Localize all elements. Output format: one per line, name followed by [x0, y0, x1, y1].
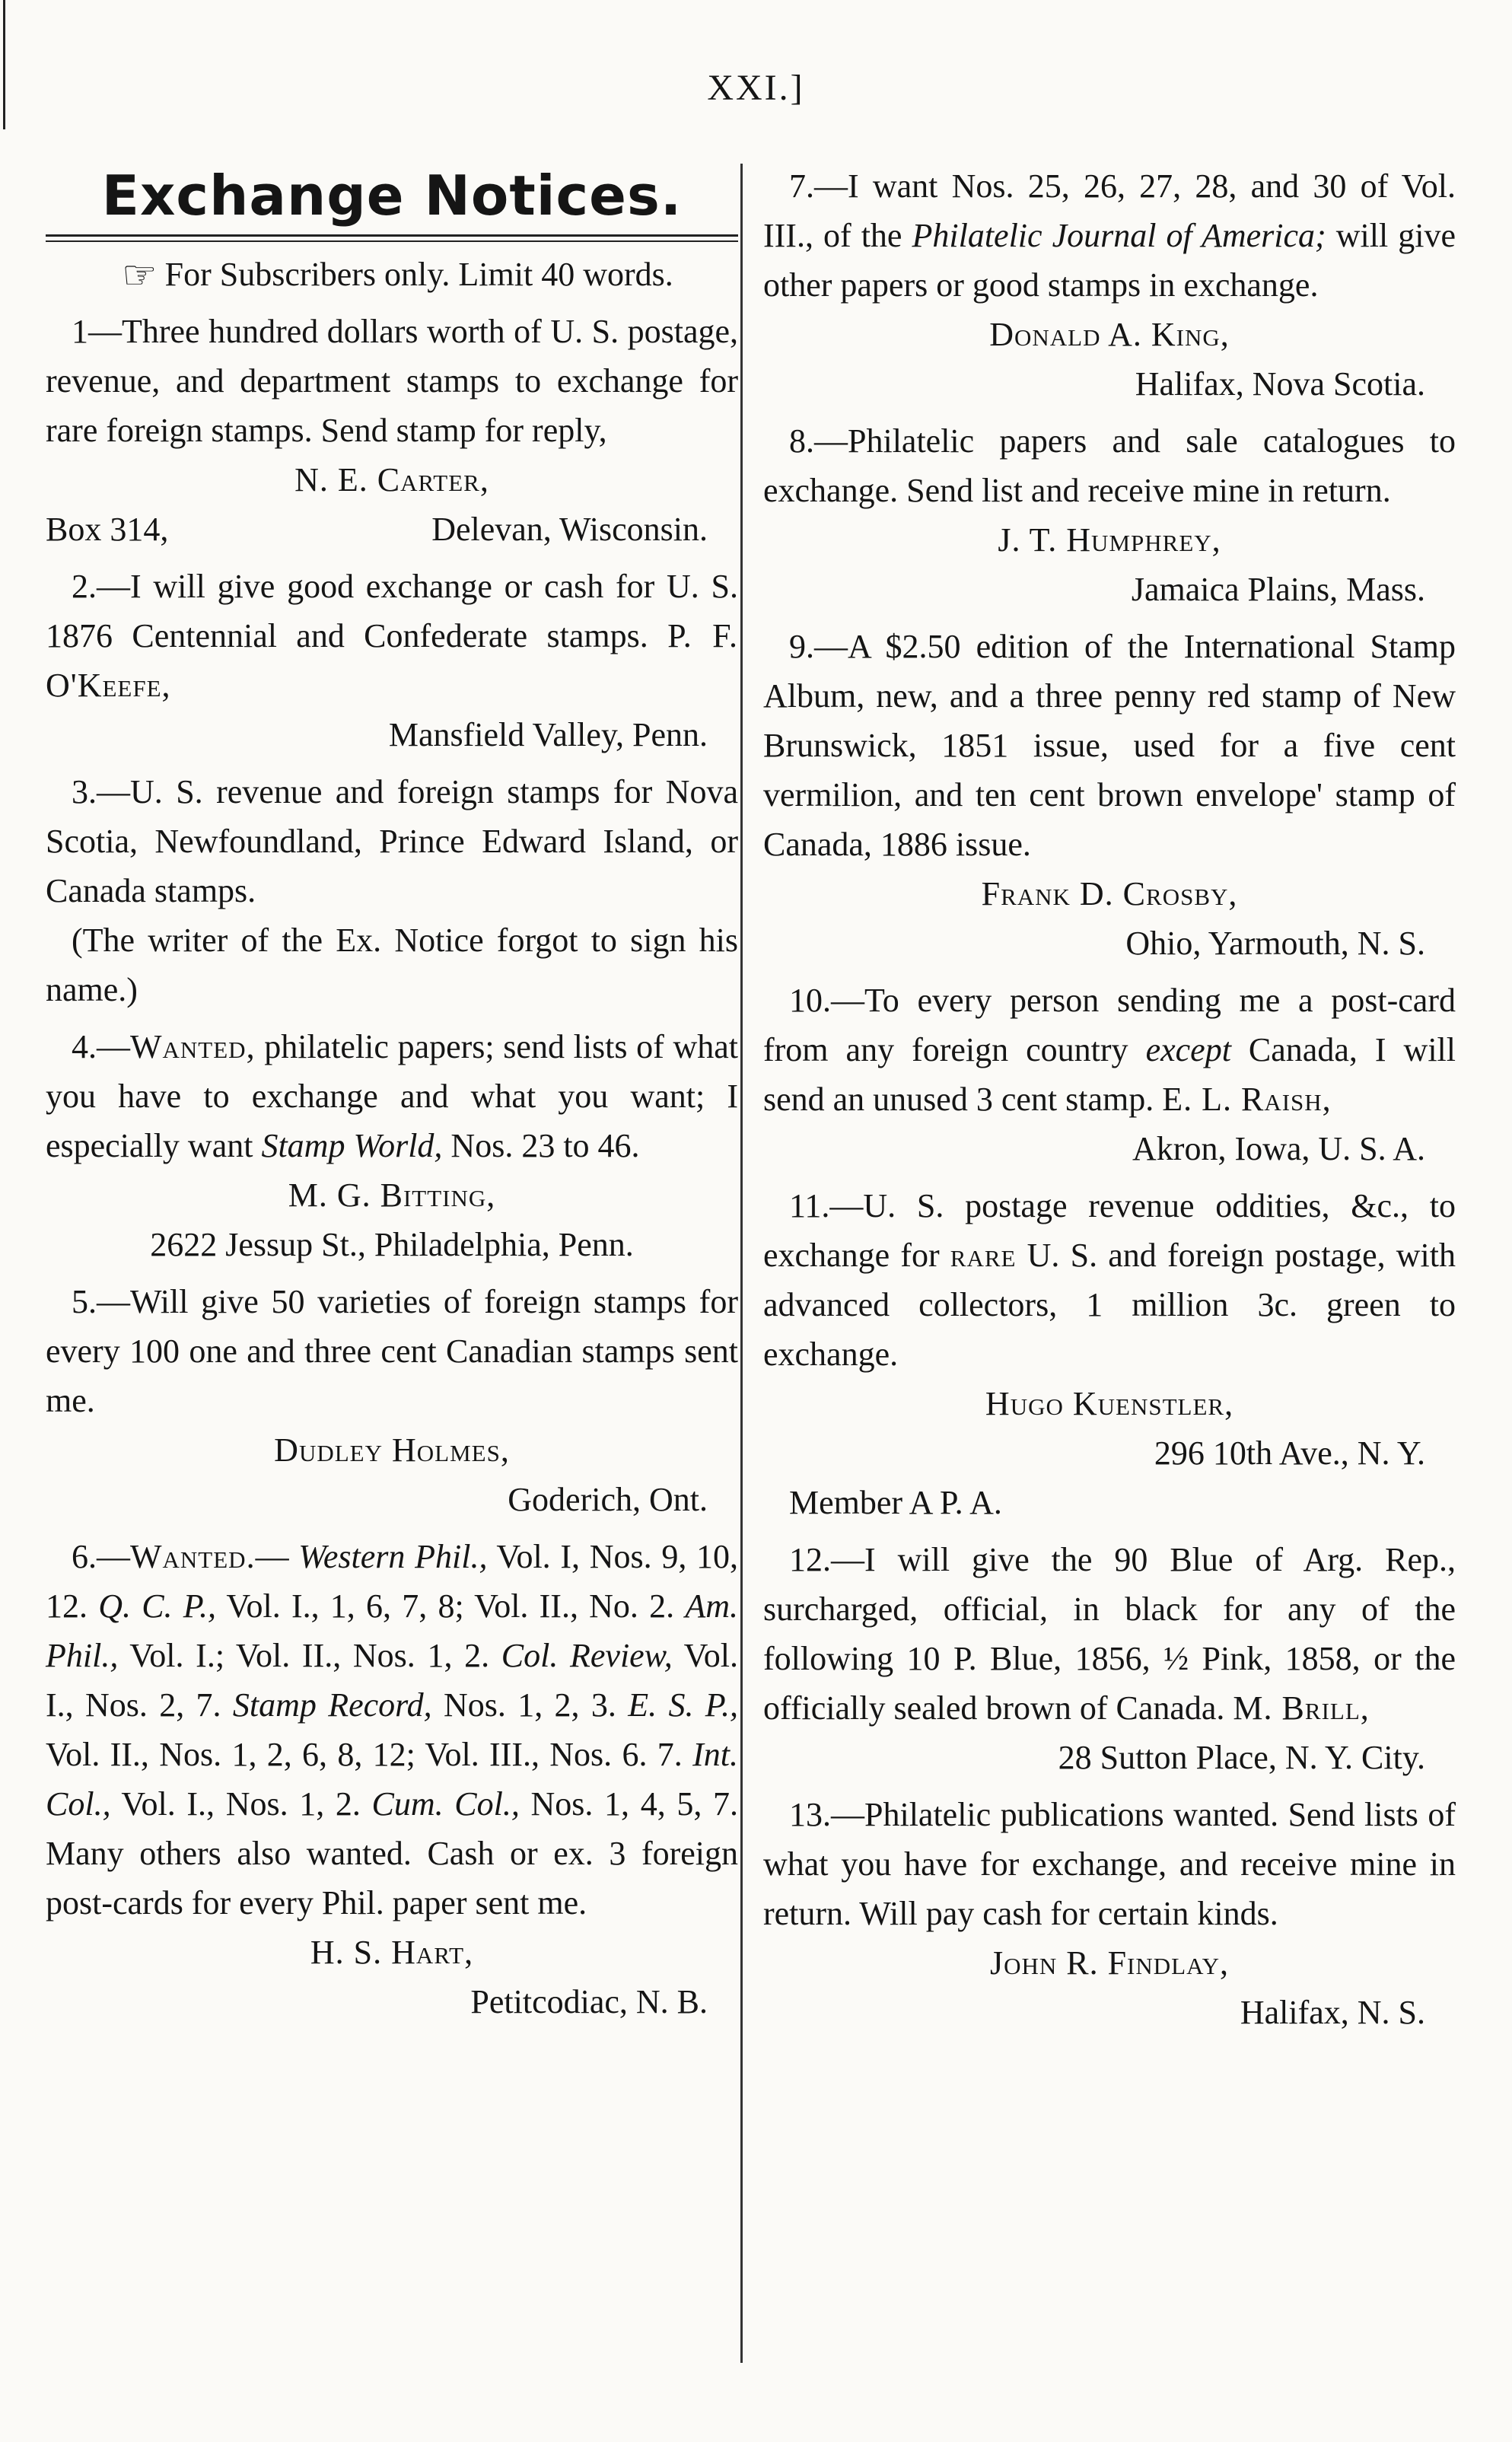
notice-13	[763, 1790, 1456, 2037]
notice-6	[46, 1532, 738, 2027]
column-divider	[740, 164, 743, 2363]
notice-10	[763, 976, 1456, 1173]
notice-signature-name: J. T. Humphrey,	[998, 521, 1221, 559]
notice-signature-address: 28 Sutton Place, N. Y. City.	[1058, 1739, 1425, 1776]
notice-text: 1—Three hundred dollars worth of U. S. postage, revenue, and department stamps to exchange for rare foreign stamps. Send stamp for reply,	[46, 313, 738, 449]
pointing-hand-icon: ☞	[122, 254, 158, 298]
notice-5	[46, 1277, 738, 1524]
notice-11	[763, 1181, 1456, 1527]
notice-2	[46, 562, 738, 759]
notice-text: 9.—A $2.50 edition of the International Stamp Album, new, and a three penny red stamp of New Brunswick, 1851 issue, used for a five cent vermilion, and ten cent brown envelope' stamp of Canada, 1886 issue.	[763, 628, 1456, 863]
notice-signature-address: Akron, Iowa, U. S. A.	[1132, 1130, 1425, 1167]
notice-signature-name: M. G. Bitting,	[288, 1176, 496, 1214]
notice-signature-address: Petitcodiac, N. B.	[470, 1983, 708, 2020]
notice-signature-address: Jamaica Plains, Mass.	[1131, 571, 1425, 608]
notice-4	[46, 1022, 738, 1269]
notice-signature-address: Ohio, Yarmouth, N. S.	[1125, 925, 1425, 962]
notice-text: 10.—To every person sending me a post-card from any foreign country except Canada, I will send an unused 3 cent stamp. E. L. Raish,	[763, 982, 1456, 1118]
notice-editor-note: (The writer of the Ex. Notice forgot to sign his name.)	[46, 922, 738, 1008]
notice-signature-name: Donald A. King,	[989, 316, 1230, 353]
notice-signature-name: H. S. Hart,	[310, 1934, 474, 1971]
notice-signature-name: Dudley Holmes,	[274, 1431, 510, 1469]
notice-7	[763, 161, 1456, 409]
page-number: XXI.]	[707, 68, 805, 108]
title-rule	[46, 234, 738, 242]
notice-text: 8.—Philatelic papers and sale catalogues to exchange. Send list and receive mine in return.	[763, 422, 1456, 509]
notice-signature-name: E. L. Raish,	[1162, 1081, 1332, 1118]
notice-signature-name: M. Brill,	[1233, 1689, 1370, 1727]
section-title: Exchange Notices.	[101, 164, 683, 228]
notice-membership: Member A P. A.	[789, 1484, 1002, 1521]
notice-signature-name: John R. Findlay,	[989, 1944, 1230, 1982]
notice-signature-address: Halifax, Nova Scotia.	[1135, 365, 1425, 403]
notice-signature-address: Mansfield Valley, Penn.	[388, 716, 708, 753]
notice-text: 5.—Will give 50 varieties of foreign stamps for every 100 one and three cent Canadian stamps sent me.	[46, 1283, 738, 1419]
notice-text: 13.—Philatelic publications wanted. Send lists of what you have for exchange, and receive mine in return. Will pay cash for certain kinds.	[763, 1796, 1456, 1932]
intro-text: For Subscribers only. Limit 40 words.	[164, 256, 673, 293]
notice-text: 12.—I will give the 90 Blue of Arg. Rep., surcharged, official, in black for any of the following 10 P. Blue, 1856, ½ Pink, 1858, or the officially sealed brown of Canada. M. Brill,	[763, 1541, 1456, 1727]
left-margin-rule	[3, 0, 5, 129]
notice-8	[763, 416, 1456, 614]
notice-signature-address: 296 10th Ave., N. Y.	[1154, 1434, 1425, 1472]
left-column	[46, 161, 738, 2027]
notice-12	[763, 1535, 1456, 1782]
notice-text: 3.—U. S. revenue and foreign stamps for Nova Scotia, Newfoundland, Prince Edward Island, or Canada stamps.	[46, 773, 738, 909]
notice-signature-address: Box 314, Delevan, Wisconsin.	[46, 511, 708, 548]
notice-signature-address: Halifax, N. S.	[1240, 1994, 1425, 2031]
notice-text: 2.—I will give good exchange or cash for U. S. 1876 Centennial and Confederate stamps. P. F. O'Keefe,	[46, 568, 739, 704]
notice-signature-name: Frank D. Crosby,	[981, 875, 1238, 912]
notice-signature-name: P. F. O'Keefe,	[46, 617, 739, 704]
notice-text: 4.—Wanted, philatelic papers; send lists of what you have to exchange and what you want; I especially want Stamp World, Nos. 23 to 46.	[46, 1028, 738, 1164]
notice-9	[763, 622, 1456, 968]
notice-text: 6.—Wanted.— Western Phil., Vol. I, Nos. 9, 10, 12. Q. C. P., Vol. I., 1, 6, 7, 8; Vol. II., No. 2. Am. Phil., Vol. I.; Vol. II., Nos. 1, 2. Col. Review, Vol. I., Nos. 2, 7. Stamp Record, Nos. 1, 2, 3. E. S. P., Vol. II., Nos. 1, 2, 6, 8, 12; Vol. III., Nos. 6. 7. Int. Col., Vol. I., Nos. 1, 2. Cum. Col., Nos. 1, 4, 5, 7. Many others also wanted. Cash or ex. 3 foreign post-cards for every Phil. paper sent me.	[46, 1538, 739, 1921]
right-column	[763, 161, 1456, 2037]
notice-text: 7.—I want Nos. 25, 26, 27, 28, and 30 of Vol. III., of the Philatelic Journal of America; will give other papers or good stamps in exchange.	[763, 167, 1456, 304]
notice-signature-name: N. E. Carter,	[294, 461, 489, 498]
notice-signature-name: Hugo Kuenstler,	[985, 1385, 1234, 1422]
notice-1	[46, 307, 738, 554]
notice-text: 11.—U. S. postage revenue oddities, &c., to exchange for rare U. S. and foreign postage, with advanced collectors, 1 million 3c. green to exchange.	[763, 1187, 1456, 1373]
notice-signature-address: Goderich, Ont.	[508, 1481, 708, 1518]
notice-3	[46, 767, 738, 1014]
notice-signature-address: 2622 Jessup St., Philadelphia, Penn.	[150, 1226, 634, 1263]
intro-line	[46, 250, 738, 299]
